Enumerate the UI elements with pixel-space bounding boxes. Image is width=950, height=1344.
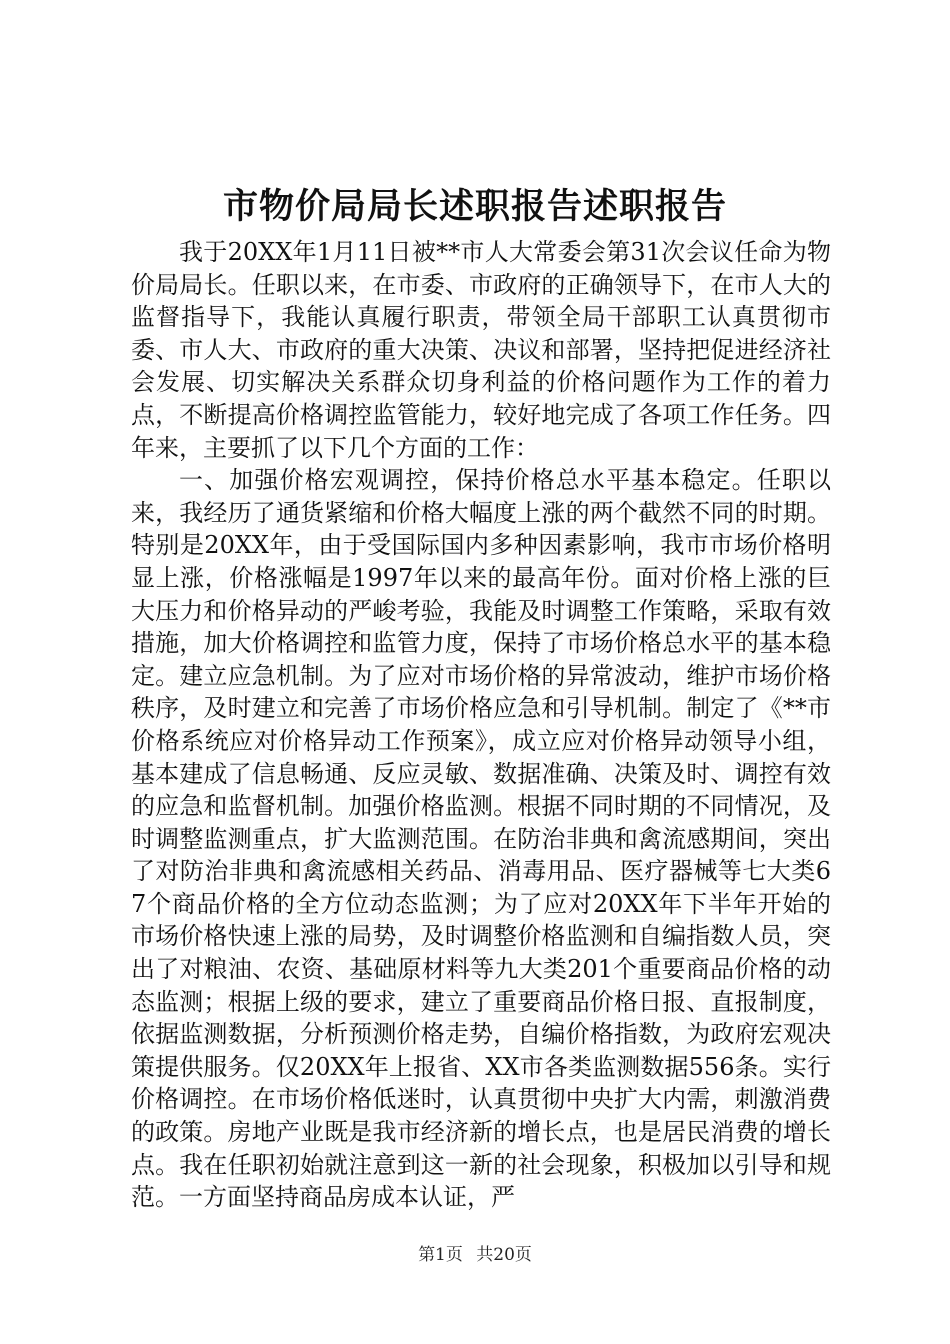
page-total: 共20页 bbox=[476, 1245, 532, 1265]
page-number: 第1页 bbox=[418, 1245, 463, 1265]
paragraph-intro: 我于20XX年1月11日被**市人大常委会第31次会议任命为物价局局长。任职以来，在市委、市政府的正确领导下，在市人大的监督指导下，我能认真履行职责，带领全局干部职工认真贯彻市委、市人大、市政府的重大决策、决议和部署，坚持把促进经济社会发展、切实解决关系群众切身利益的价格问题作为工作的着力点，不断提高价格调控监管能力，较好地完成了各项工作任务。四年来，主要抓了以下几个方面的工作： bbox=[131, 238, 831, 462]
paragraph-section-one: 一、加强价格宏观调控，保持价格总水平基本稳定。任职以来，我经历了通货紧缩和价格大幅度上涨的两个截然不同的时期。特别是20XX年，由于受国际国内多种因素影响，我市市场价格明显上涨，价格涨幅是1997年以来的最高年份。面对价格上涨的巨大压力和价格异动的严峻考验，我能及时调整工作策略，采取有效措施，加大价格调控和监管力度，保持了市场价格总水平的基本稳定。建立应急机制。为了应对市场价格的异常波动，维护市场价格秩序，及时建立和完善了市场价格应急和引导机制。制定了《**市价格系统应对价格异动工作预案》，成立应对价格异动领导小组，基本建成了信息畅通、反应灵敏、数据准确、决策及时、调控有效的应急和监督机制。加强价格监测。根据不同时期的不同情况，及时调整监测重点，扩大监测范围。在防治非典和禽流感期间，突出了对防治非典和禽流感相关药品、消毒用品、医疗器械等七大类67个商品价格的全方位动态监测；为了应对20XX年下半年开始的市场价格快速上涨的局势，及时调整价格监测和自编指数人员，突出了对粮油、农资、基础原材料等九大类201个重要商品价格的动态监测；根据上级的要求，建立了重要商品价格日报、直报制度，依据监测数据，分析预测价格走势，自编价格指数，为政府宏观决策提供服务。仅20XX年上报省、XX市各类监测数据556条。实行价格调控。在市场价格低迷时，认真贯彻中央扩大内需，刺激消费的政策。房地产业既是我市经济新的增长点，也是居民消费的增长点。我在任职初始就注意到这一新的社会现象，积极加以引导和规范。一方面坚持商品房成本认证，严 bbox=[131, 466, 831, 1212]
page-footer bbox=[0, 1244, 950, 1266]
document-body bbox=[131, 236, 831, 1214]
document-title: 市物价局局长述职报告述职报告 bbox=[222, 186, 727, 227]
